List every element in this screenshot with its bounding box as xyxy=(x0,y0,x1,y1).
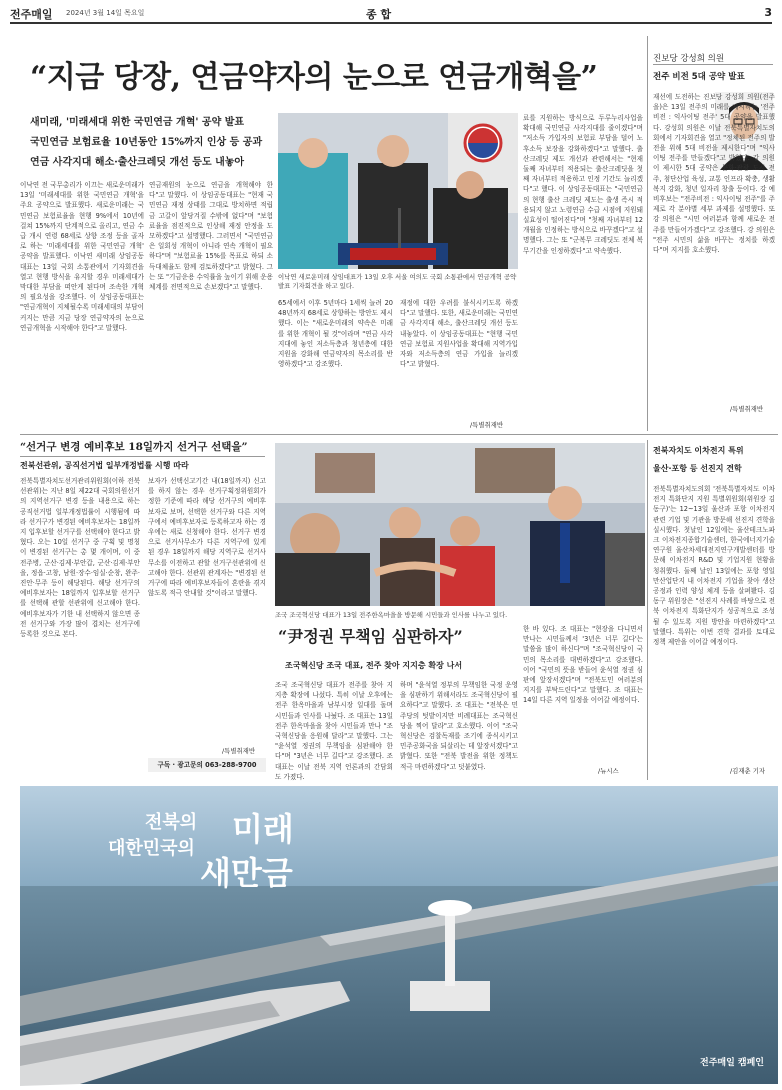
cho-body-col2: 하며 "윤석열 정부의 무책임한 국정 운영을 심판하기 위해서라도 조국혁신당이 필요하다"고 말했다. 조 대표는 "전북은 민주당의 텃밭이지만 비례대표는 조국혁신당을 찍어 달라"고 호소했다. 이어 "조국혁신당은 검찰독재를 조기에 종식시키고 민주공화국을 되살리는 데 앞장서겠다"고 밝혔다. 또한 "전북 발전을 위한 정책도 적극 마련하겠다"고 덧붙였다. xyxy=(400,681,518,771)
ulsan-body: 전북특별자치도의회 '전북특별자치도 이차전지 특화단지 지원 특별위원회(위원장 김동구)'는 12~13일 울산과 포항 이차전지 관련 기업 및 기관을 방문해 선진지 견학을 실시했다. 첫날인 12일에는 울산테크노파크 이차전지종합기술센터, 한국에너지기술연구원 울산차세대전지연구개발센터를 방문해 이차전지 R&D 및 기업지원 현황을 청취했다. 둘째 날인 13일에는 포항 영일만산업단지 내 이차전지 기업을 찾아 생산 공정과 인력 양성 체계 등을 살펴봤다. 김동구 위원장은 "선진지 사례를 바탕으로 전북 이차전지 특화단지가 성공적으로 조성될 수 있도록 지원 방안을 마련하겠다"고 말했다. 특위는 이번 견학 결과를 토대로 정책 제안을 이어갈 예정이다. xyxy=(653,485,775,647)
issue-date: 2024년 3월 14일 목요일 xyxy=(66,9,145,17)
lead-credit: /특별취재반 xyxy=(470,421,504,429)
election-body-col1: 전북특별자치도선거관리위원회(이하 전북선관위)는 지난 8일 제22대 국회의원선거의 지역선거구 변경 등을 내용으로 하는 공직선거법 일부개정법률이 시행됨에 따라 선거구가 변경된 예비후보자는 18일까지 입후보할 선거구를 선택해야 한다고 밝혔다. 오는 10일 선거구 중 구획 및 명칭이 변경된 선거구는 총 몇 개이며, 이 중 전주병, 군산·김제·부안갑, 군산·김제·부안을, 정읍·고창, 남원·장수·임실·순창, 완주·진안·무주 등이 해당된다. 해당 선거구의 예비후보자는 18일까지 입후보할 선거구를 선택해 관할 선관위에 신고해야 한다. 예비후보자가 기한 내 선택하지 않으면 종전 선거구와 가장 많이 겹치는 선거구에 등록한 것으로 본다. xyxy=(20,477,140,639)
sidebar-divider-top xyxy=(647,36,648,431)
paper-name: 전주매일 xyxy=(10,8,53,21)
section-divider xyxy=(20,434,778,435)
election-subhead: 전북선관위, 공직선거법 일부개정법률 시행 따라 xyxy=(20,461,189,470)
election-credit: /특별취재반 xyxy=(222,747,256,755)
lead-subhead-2: 국민연금 보험료율 10년동안 15%까지 인상 등 공과 xyxy=(30,137,263,148)
crowd-photo xyxy=(275,443,645,606)
lead-subhead-1: 새미래, '미래세대 위한 국민연금 개혁' 공약 발표 xyxy=(30,117,245,128)
section-name: 종 합 xyxy=(366,8,392,21)
election-head-rule xyxy=(20,456,265,457)
ad-sponsor: 전주매일 캠페인 xyxy=(700,1058,764,1068)
saemangeum-aerial-image xyxy=(20,786,778,1084)
cho-photo-caption: 조국 조국혁신당 대표가 13일 전주한옥마을을 방문해 시민들과 인사를 나누고 있다. xyxy=(275,611,508,619)
lead-headline: “지금 당장, 연금약자의 눈으로 연금개혁을” xyxy=(30,60,598,95)
ad-line-1: 전북의 xyxy=(145,812,198,833)
masthead-rule xyxy=(10,22,772,24)
cho-subhead: 조국혁신당 조국 대표, 전주 찾아 지지층 확장 나서 xyxy=(285,661,463,670)
lead-body-col1: 이낙연 전 국무총리가 이끄는 새로운미래가 13일 '미래세대를 위한 국민연금 개혁'을 주요 공약으로 발표했다. 새로운미래는 국민연금 보험료율을 현행 9%에서 10년에 걸쳐 15%까지 단계적으로 올리고, 연금 수급 개시 연령 68세로 상향 조정 등을 골자로 하는 '미래세대를 위한 국민연금 개혁' 공약을 발표했다. 이낙연 새미래 상임공동대표는 13일 국회 소통관에서 기자회견을 열고 현행 방식을 유지할 경우 미래세대가 막대한 부담을 떠안게 된다며 조속한 개혁의 필요성을 강조했다. 이 상임공동대표는 "연금개혁이 지체될수록 미래세대의 부담이 커지는 만큼 지금 당장 연금약자의 눈으로 연금개혁을 시작해야 한다"고 말했다. xyxy=(20,181,144,332)
masthead xyxy=(10,6,772,22)
kang-label-rule xyxy=(653,64,773,65)
cho-credit: /뉴시스 xyxy=(598,767,619,775)
ulsan-credit: /김재춘 기자 xyxy=(730,767,766,775)
lead-body-col4: 재정에 대한 우려를 불식시키도록 하겠다"고 말했다. 또한, 새로운미래는 국민연금 사각지대 해소, 출산크레딧 개선 등도 내놓았다. 이 상임공동대표는 "현행 국민연금 보험료 지원사업을 확대해 지역가입자와 저소득층의 연금 가입을 늘리겠다"고 밝혔다. xyxy=(400,299,518,369)
ad-line-2: 대한민국의 xyxy=(108,838,195,859)
lead-photo xyxy=(278,113,518,269)
ulsan-title: 울산·포항 등 선진지 견학 xyxy=(653,464,742,473)
lead-subhead-3: 연금 사각지대 해소·출산크레딧 개선 등도 내놓아 xyxy=(30,157,245,168)
saemangeum-ad xyxy=(20,786,778,1084)
ad-big-2: 새만금 xyxy=(200,854,293,892)
cho-body-col3: 한 바 있다. 조 대표는 "현장을 다니면서 만나는 시민들께서 '3년은 너무 길다'는 말씀을 많이 하신다"며 "조국혁신당이 국민의 목소리를 대변하겠다"고 강조했다. 이어 "국민의 뜻을 받들어 윤석열 정권 심판에 앞장서겠다"며 "전북도민 여러분의 지지를 부탁드린다"고 말했다. 조 대표는 14일 다른 지역 일정을 이어갈 예정이다. xyxy=(523,625,643,705)
election-body-col2: 보자가 선택신고기간 내(18일까지) 신고를 하지 않는 경우 선거구획정위원회가 정한 기준에 따라 해당 선거구의 예비후보자로 보며, 선택한 선거구와 다른 지역구에서 예비후보자로 등록하고자 하는 경우에는 새로 신청해야 한다. 선거구 변경으로 선거사무소가 다른 지역구에 있게 된 경우 18일까지 해당 지역구로 선거사무소를 이전하고 관할 선거구선관위에 신고해야 한다. 선관위 관계자는 "변경된 선거구에 따라 예비후보자들이 혼란을 겪지 않도록 적극 안내할 것"이라고 말했다. xyxy=(148,477,266,598)
cho-photo xyxy=(275,443,645,606)
election-headline: “선거구 변경 예비후보 18일까지 선거구 선택을” xyxy=(20,441,248,453)
kang-body-text: 재선에 도전하는 진보당 강성희 의원(전주을)은 13일 전주의 미래를 제시하는 '전주비전 : 익사이팅 전주' 5대 공약을 발표했다. 강성희 의원은 이날 전북특별자치도의회에서 기자회견을 열고 "정체된 전주의 발전을 위해 5대 비전을 제시한다"며 "익사이팅 전주를 만들겠다"고 밝혔다. 강 의원이 제시한 5대 공약은 문화·관광 도시 전주, 첨단산업 육성, 교통 인프라 확충, 생활 복지 강화, 청년 일자리 창출 등이다. 강 예비후보는 "전주비전 : 익사이팅 전주"를 주제로 각 분야별 세부 과제를 설명했다. 또 강 의원은 "시민 여러분과 함께 새로운 전주를 만들어가겠다"고 강조했다. 강 의원은 "전주 시민의 삶을 바꾸는 정치를 하겠다"며 지지를 호소했다. xyxy=(653,93,775,255)
kang-title: 전주 비전 5대 공약 발표 xyxy=(653,72,745,82)
press-conference-photo xyxy=(278,113,518,269)
lead-body-col5: 료를 지원하는 방식으로 두루누리사업을 확대해 국민연금 사각지대를 줄이겠다"며 "저소득 가입자의 보험료 부담을 덜어 노후소득 보장을 강화하겠다"고 말했다. 출산크레딧 제도 개선과 관련해서는 "현재 둘째 자녀부터 적용되는 출산크레딧을 첫째 자녀부터 적용하고 인정 기간도 늘리겠다"고 했다. 이 상임공동대표는 "국민연금의 현행 출산 크레딧 제도는 출생 즉시 적용되지 않고 노령연금 수급 시점에 지원돼 실효성이 떨어진다"며 "첫째 자녀부터 12개월을 인정하는 방식으로 바꾸겠다"고 설명했다. 그는 또 "군복무 크레딧도 전체 복무기간을 인정하겠다"고 약속했다. xyxy=(523,114,643,255)
ad-big-1: 미래 xyxy=(232,810,294,848)
ulsan-label: 전북자치도 이차전지 특위 xyxy=(653,446,744,455)
cho-headline: “尹정권 무책임 심판하자” xyxy=(278,627,463,646)
lead-photo-caption: 이낙연 새로운미래 상임대표가 13일 오후 서울 여의도 국회 소통관에서 연금개혁 공약 발표 기자회견을 하고 있다. xyxy=(278,273,517,290)
subscription-box: 구독 · 광고문의 063-288-9700 xyxy=(148,758,266,772)
kang-label: 진보당 강성희 의원 xyxy=(653,54,725,64)
cho-body-col1: 조국 조국혁신당 대표가 전주를 찾아 지지층 확장에 나섰다. 특히 이날 오후에는 전주 한옥마을과 남부시장 일대를 돌며 시민들과 인사를 나눴다. 조 대표는 13일 전주 한옥마을을 찾아 시민들과 만나 "조국혁신당을 응원해 달라"고 말했다. 그는 "윤석열 정권의 무책임을 심판해야 한다"며 "3년은 너무 길다"고 강조했다. 조 대표는 이날 전북 지역 언론과의 간담회도 가졌다. xyxy=(275,681,393,781)
kang-credit: /특별취재반 xyxy=(730,405,764,413)
page-number: 3 xyxy=(764,6,772,19)
sidebar-divider-bottom xyxy=(647,440,648,780)
lead-body-col2: 연금재원의 눈으로 연금을 개혁해야 한다"고 말했다. 이 상임공동대표는 "현재 국민연금 재정 상태를 그대로 방치하면 적립금 고갈이 앞당겨질 수밖에 없다"며 "보험료율을 점진적으로 인상해 재정 안정을 도모하겠다"고 설명했다. 그러면서 "국민연금은 일회성 개혁이 아니라 연속 개혁이 필요하다"며 "보험료율 15%를 목표로 하되 소득대체율도 함께 검토하겠다"고 밝혔다. 그는 또 "기금운용 수익률을 높이기 위해 운용 체계를 전면적으로 손보겠다"고 말했다. xyxy=(149,181,273,292)
lead-body-col3: 65세에서 이후 5년마다 1세씩 늘려 2048년까지 68세로 상향하는 방안도 제시했다. 이는 "새로운미래의 약속은 미래를 위한 개혁이 될 것"이라며 "연금 사각지대에 놓인 저소득층과 청년층에 대한 지원을 강화해 연금약자의 목소리를 반영하겠다"고 강조했다. xyxy=(278,299,393,369)
kang-body xyxy=(653,92,775,404)
